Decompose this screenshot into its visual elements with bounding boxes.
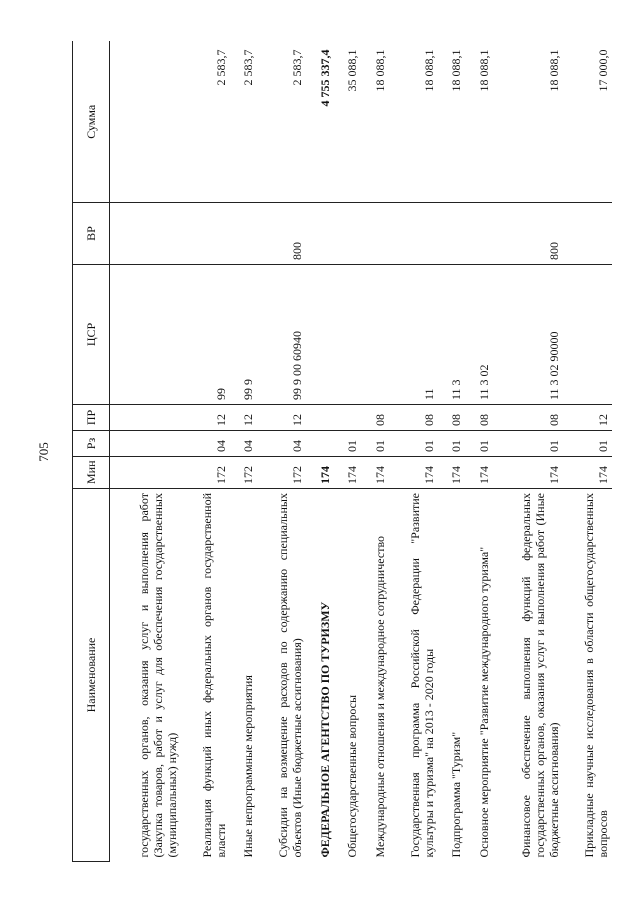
cell-pr: 08 <box>438 405 466 431</box>
cell-sum: 18 088,1 <box>389 42 438 203</box>
cell-rz: 01 <box>465 431 493 457</box>
cell-vr <box>181 203 230 265</box>
cell-sum: 4 755 337,4 <box>306 42 334 203</box>
cell-rz <box>110 431 181 457</box>
cell-sum: 35 088,1 <box>334 42 362 203</box>
cell-min: 174 <box>361 457 389 489</box>
cell-vr <box>334 203 362 265</box>
table-row <box>334 42 362 862</box>
cell-vr <box>465 203 493 265</box>
cell-rz: 01 <box>334 431 362 457</box>
table-row <box>257 42 306 862</box>
table-row <box>230 42 258 862</box>
cell-min: 172 <box>230 457 258 489</box>
cell-min: 174 <box>306 457 334 489</box>
cell-pr: 08 <box>389 405 438 431</box>
cell-pr: 08 <box>361 405 389 431</box>
cell-sum: 18 088,1 <box>361 42 389 203</box>
cell-csr <box>361 265 389 405</box>
cell-vr: 800 <box>493 203 563 265</box>
cell-csr <box>306 265 334 405</box>
col-header-name: Наименование <box>73 489 110 862</box>
cell-min: 172 <box>181 457 230 489</box>
cell-sum: 18 088,1 <box>438 42 466 203</box>
table-row <box>493 42 563 862</box>
cell-csr <box>334 265 362 405</box>
cell-name: Государственная программа Российской Федерации "Развитие культуры и туризма" на 2013 - 2020 годы <box>407 493 436 858</box>
cell-vr <box>389 203 438 265</box>
table-row <box>438 42 466 862</box>
table-row <box>110 42 181 862</box>
cell-csr: 99 9 <box>230 265 258 405</box>
cell-name: Субсидии на возмещение расходов по содержанию специальных объектов (Иные бюджетные ассигнования) <box>276 493 305 858</box>
cell-name: Реализация функций иных федеральных органов государственной власти <box>199 493 228 858</box>
cell-pr <box>306 405 334 431</box>
cell-rz: 01 <box>563 431 612 457</box>
cell-pr: 12 <box>181 405 230 431</box>
cell-pr: 12 <box>230 405 258 431</box>
cell-vr <box>563 203 612 265</box>
cell-rz: 01 <box>438 431 466 457</box>
cell-min: 174 <box>563 457 612 489</box>
cell-rz: 04 <box>181 431 230 457</box>
cell-sum: 18 088,1 <box>465 42 493 203</box>
cell-csr: 11 3 <box>438 265 466 405</box>
cell-vr: 800 <box>257 203 306 265</box>
cell-rz <box>306 431 334 457</box>
cell-vr <box>110 203 181 265</box>
cell-pr: 08 <box>493 405 563 431</box>
cell-vr <box>438 203 466 265</box>
cell-name: Подпрограмма "Туризм" <box>449 731 464 858</box>
cell-sum: 2 583,7 <box>257 42 306 203</box>
cell-min: 174 <box>438 457 466 489</box>
cell-csr: 11 <box>389 265 438 405</box>
cell-csr: 11 3 02 90000 <box>493 265 563 405</box>
col-header-sum: Сумма <box>73 42 110 203</box>
table-row <box>465 42 493 862</box>
cell-sum: 18 088,1 <box>493 42 563 203</box>
cell-rz: 04 <box>257 431 306 457</box>
cell-rz: 01 <box>389 431 438 457</box>
cell-name: Международные отношения и международное сотрудничество <box>372 535 387 858</box>
cell-min <box>110 457 181 489</box>
table-row <box>306 42 334 862</box>
cell-vr <box>230 203 258 265</box>
cell-name: Прикладные научные исследования в области общегосударственных вопросов <box>582 493 610 858</box>
table-header-row <box>73 42 110 862</box>
cell-sum: 17 000,0 <box>563 42 612 203</box>
col-header-vr: ВР <box>73 203 110 265</box>
cell-rz: 04 <box>230 431 258 457</box>
cell-name: Общегосударственные вопросы <box>345 694 360 858</box>
cell-vr <box>306 203 334 265</box>
cell-csr: 11 3 02 <box>465 265 493 405</box>
cell-csr: 99 <box>181 265 230 405</box>
cell-vr <box>361 203 389 265</box>
budget-table <box>72 42 612 863</box>
cell-min: 174 <box>389 457 438 489</box>
cell-min: 174 <box>465 457 493 489</box>
cell-name: Основное мероприятие "Развитие международного туризма" <box>476 546 491 858</box>
cell-pr: 08 <box>465 405 493 431</box>
col-header-rz: Рз <box>73 431 110 457</box>
col-header-pr: ПР <box>73 405 110 431</box>
table-row <box>181 42 230 862</box>
cell-min: 174 <box>493 457 563 489</box>
page-number: 705 <box>36 442 51 462</box>
cell-name: ФЕДЕРАЛЬНОЕ АГЕНТСТВО ПО ТУРИЗМУ <box>317 601 332 858</box>
col-header-min: Мин <box>73 457 110 489</box>
rotated-page-content <box>72 42 612 862</box>
cell-min: 174 <box>334 457 362 489</box>
table-row <box>389 42 438 862</box>
cell-rz: 01 <box>493 431 563 457</box>
table-row <box>361 42 389 862</box>
cell-rz: 01 <box>361 431 389 457</box>
cell-csr <box>110 265 181 405</box>
cell-sum: 2 583,7 <box>181 42 230 203</box>
cell-pr <box>110 405 181 431</box>
cell-pr: 12 <box>563 405 612 431</box>
cell-sum <box>110 42 181 203</box>
table-row <box>563 42 612 862</box>
col-header-csr: ЦСР <box>73 265 110 405</box>
cell-name: Иные непрограммные мероприятия <box>241 675 256 858</box>
cell-sum: 2 583,7 <box>230 42 258 203</box>
cell-min: 172 <box>257 457 306 489</box>
cell-pr: 12 <box>257 405 306 431</box>
cell-name: Финансовое обеспечение выполнения функций федеральных государственных органов, оказания услуг и выполнения работ (Иные бюджетные ассигнования) <box>518 493 561 858</box>
cell-csr: 99 9 00 60940 <box>257 265 306 405</box>
cell-csr <box>563 265 612 405</box>
cell-pr <box>334 405 362 431</box>
table-body <box>110 42 613 862</box>
cell-name: государственных органов, оказания услуг и выполнения работ (Закупка товаров, работ и услуг для обеспечения государственных (муниципальных) нужд) <box>136 493 179 858</box>
